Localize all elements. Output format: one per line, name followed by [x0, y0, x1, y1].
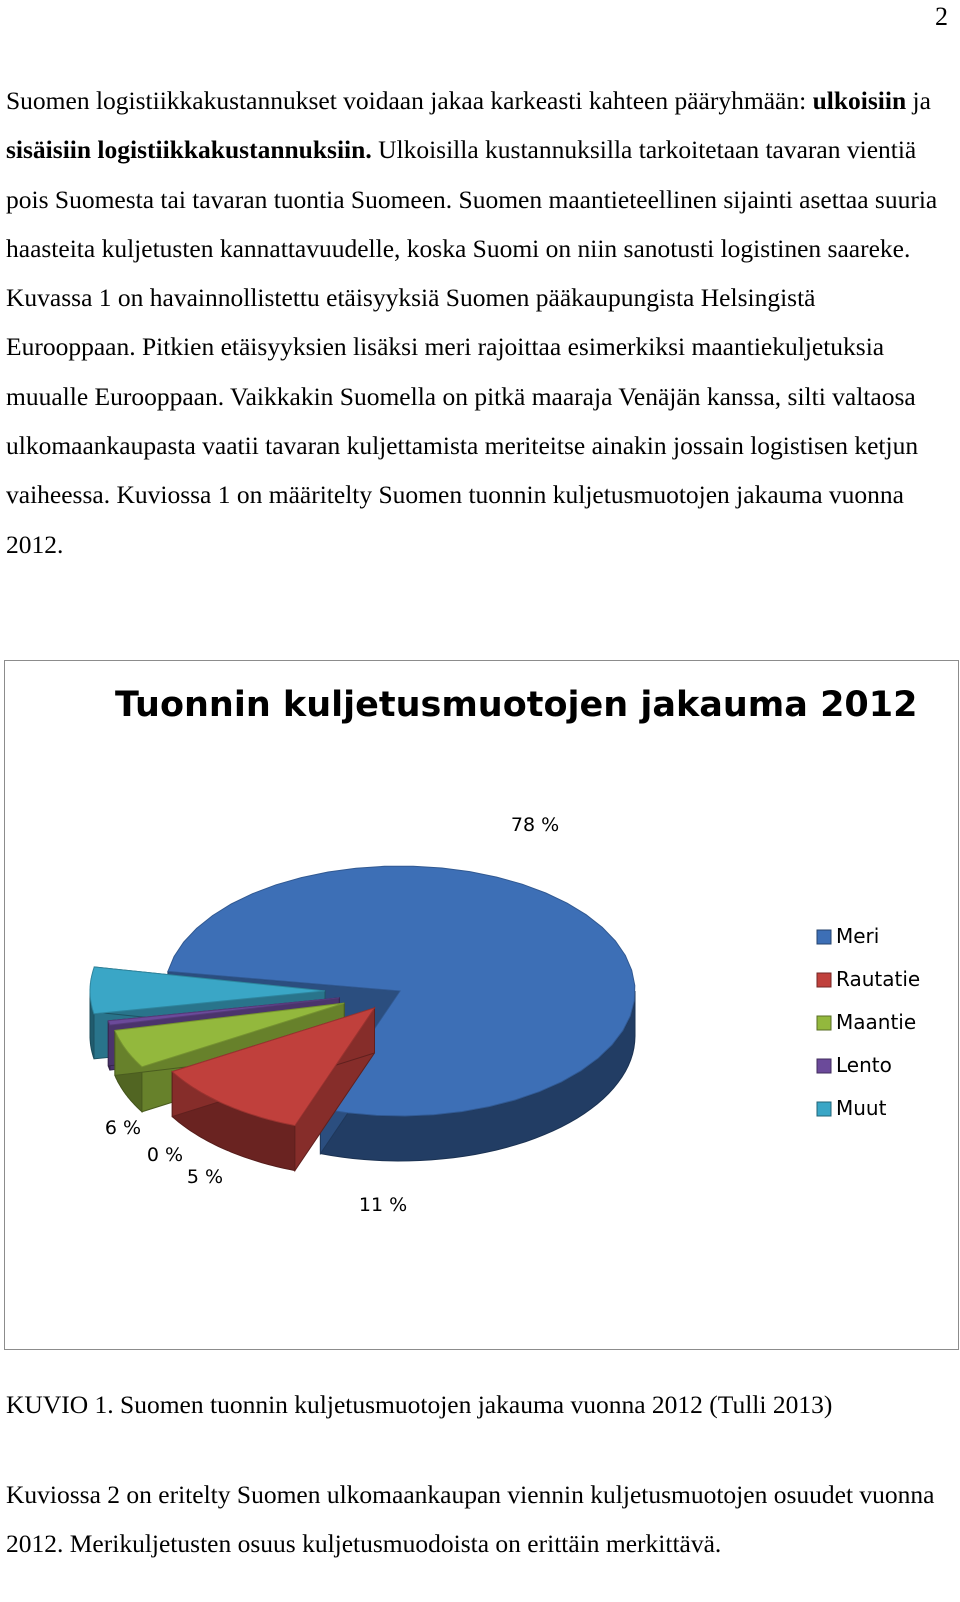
pie-chart-frame	[4, 660, 959, 1350]
paragraph-text: Ulkoisilla kustannuksilla tarkoitetaan tavaran vientiä pois Suomesta tai tavaran tuontia Suomeen. Suomen maantieteellinen sijainti asettaa suuria haasteita kuljetusten kannattavuudelle, koska Suomi on niin sanotusti logistinen saareke. Kuvassa 1 on havainnollistettu etäisyyksiä Suomen pääkaupungista Helsingistä Eurooppaan. Pitkien etäisyyksien lisäksi meri rajoittaa esimerkiksi maantiekuljetuksia muualle Eurooppaan. Vaikkakin Suomella on pitkä maaraja Venäjän kanssa, silti valtaosa ulkomaankaupasta vaatii tavaran kuljettamista meriteitse ainakin jossain logistisen ketjun vaiheessa. Kuviossa 1 on määritelty Suomen tuonnin kuljetusmuotojen jakauma vuonna 2012.	[6, 135, 938, 559]
data-label-maantie: 5 %	[186, 1166, 224, 1188]
bold-term-external: ulkoisiin	[812, 86, 907, 115]
data-label-muut: 6 %	[104, 1117, 142, 1139]
figure-caption: KUVIO 1. Suomen tuonnin kuljetusmuotojen jakauma vuonna 2012 (Tulli 2013)	[6, 1390, 833, 1419]
data-label-rautatie: 11 %	[358, 1194, 408, 1216]
paragraph-export-modes: Kuviossa 2 on eritelty Suomen ulkomaankaupan viennin kuljetusmuotojen osuudet vuonna 2012. Merikuljetusten osuus kuljetusmuodoista on erittäin merkittävä.	[6, 1480, 935, 1559]
pie-chart	[5, 661, 957, 1349]
legend-swatch	[817, 930, 831, 944]
legend-item-muut	[817, 1096, 887, 1120]
paragraph-text: ja	[906, 86, 931, 115]
legend-label: Muut	[836, 1096, 887, 1120]
legend-label: Rautatie	[836, 967, 921, 991]
legend-swatch	[817, 973, 831, 987]
data-label-meri: 78 %	[510, 814, 560, 836]
page-number: 2	[935, 2, 948, 31]
paragraph-logistics-costs	[6, 76, 951, 569]
legend-swatch	[817, 1059, 831, 1073]
bold-term-internal: sisäisiin logistiikkakustannuksiin.	[6, 135, 372, 165]
legend-item-rautatie	[817, 967, 920, 991]
legend-swatch	[817, 1102, 831, 1116]
legend-swatch	[817, 1016, 831, 1030]
legend-item-lento	[817, 1053, 892, 1077]
legend-item-meri	[817, 924, 879, 948]
legend-label: Lento	[836, 1053, 892, 1077]
data-label-lento: 0 %	[146, 1144, 184, 1166]
paragraph-text: Suomen logistiikkakustannukset voidaan jakaa karkeasti kahteen pääryhmään:	[6, 86, 813, 115]
chart-title: Tuonnin kuljetusmuotojen jakauma 2012	[115, 685, 918, 725]
legend-label: Meri	[836, 924, 880, 948]
legend-label: Maantie	[836, 1010, 917, 1034]
legend-item-maantie	[817, 1010, 916, 1034]
